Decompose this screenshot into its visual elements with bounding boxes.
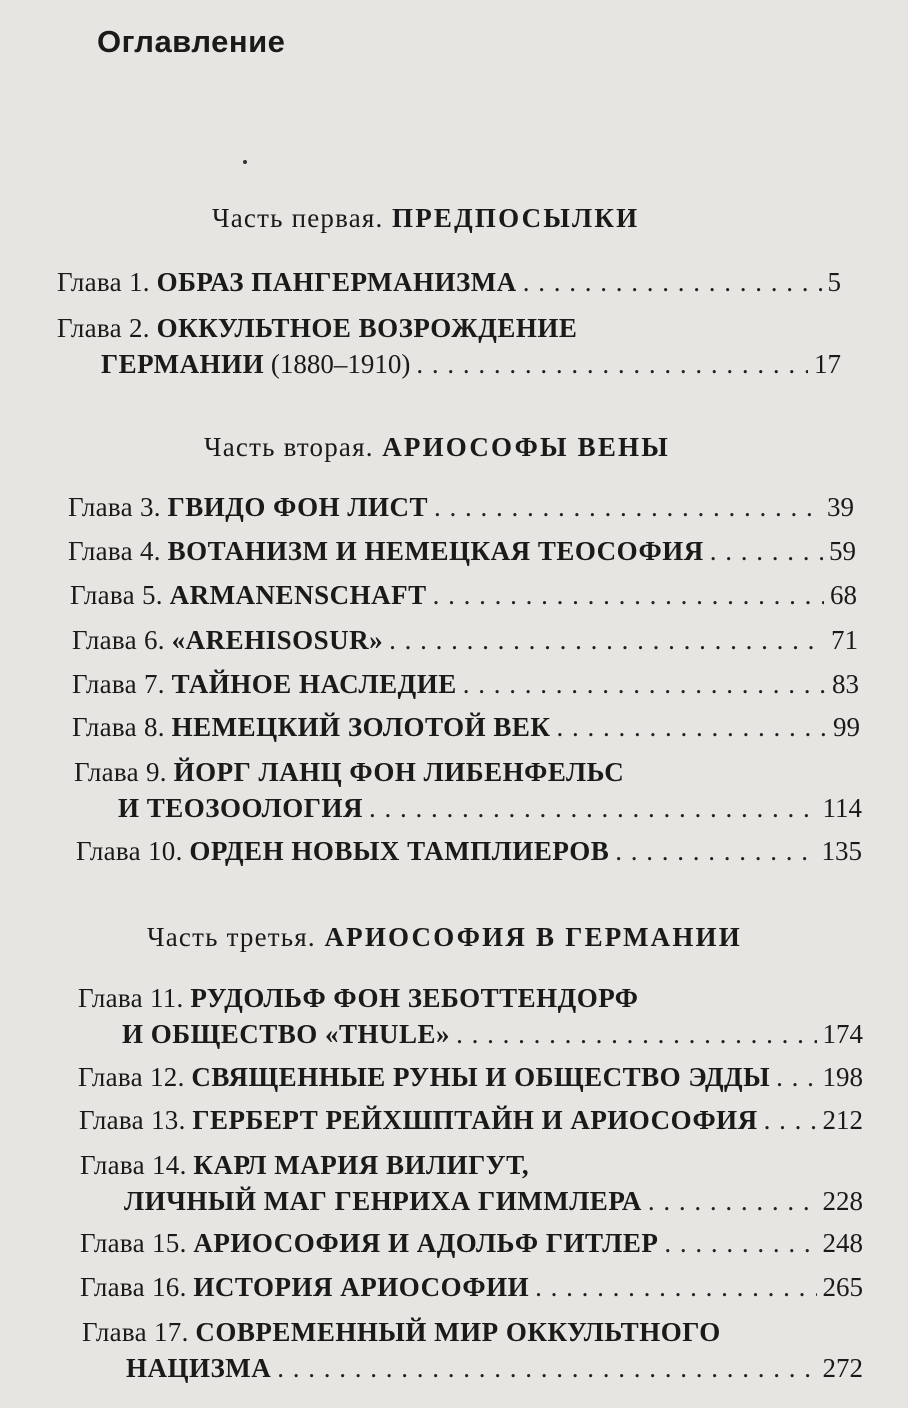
chapter-label: Глава 10. bbox=[76, 836, 183, 866]
chapter-title: «ARЕHISOSUR» bbox=[171, 625, 384, 655]
part-name: АРИОСОФЫ ВЕНЫ bbox=[382, 432, 670, 462]
chapter-label: Глава 6. bbox=[72, 625, 165, 655]
dot-leader bbox=[389, 622, 825, 658]
part-name: ПРЕДПОСЫЛКИ bbox=[392, 203, 640, 233]
part-lead: Часть вторая. bbox=[204, 432, 374, 462]
chapter-title: РУДОЛЬФ ФОН ЗЕБОТТЕНДОРФ bbox=[190, 983, 639, 1013]
dot-leader bbox=[463, 666, 826, 702]
chapter-label: Глава 17. bbox=[82, 1317, 189, 1347]
chapter-title: СВЯЩЕННЫЕ РУНЫ И ОБЩЕСТВО ЭДДЫ bbox=[191, 1062, 771, 1092]
chapter-label: Глава 2. bbox=[57, 313, 150, 343]
chapter-title: ИСТОРИЯ АРИОСОФИИ bbox=[193, 1272, 530, 1302]
chapter-title: ОККУЛЬТНОЕ ВОЗРОЖДЕНИЕ bbox=[156, 313, 578, 343]
chapter-title: ARMANENSCHAFT bbox=[169, 580, 427, 610]
chapter-title: ГВИДО ФОН ЛИСТ bbox=[167, 492, 428, 522]
chapter-title: АРИОСОФИЯ И АДОЛЬФ ГИТЛЕР bbox=[193, 1228, 659, 1258]
page-number: 272 bbox=[822, 1353, 863, 1383]
chapter-title-cont: И ОБЩЕСТВО «THULE» bbox=[122, 1019, 451, 1049]
toc-entry-2[interactable] bbox=[57, 310, 841, 382]
page-number: 83 bbox=[832, 669, 859, 699]
page-number: 68 bbox=[830, 580, 857, 610]
chapter-title: НЕМЕЦКИЙ ЗОЛОТОЙ ВЕК bbox=[171, 712, 551, 742]
print-speck bbox=[243, 160, 247, 164]
chapter-label: Глава 12. bbox=[78, 1062, 185, 1092]
page-number: 135 bbox=[821, 836, 862, 866]
chapter-title: ВОТАНИЗМ И НЕМЕЦКАЯ ТЕОСОФИЯ bbox=[167, 536, 704, 566]
chapter-title-cont: И ТЕОЗООЛОГИЯ bbox=[118, 793, 363, 823]
part-lead: Часть первая. bbox=[212, 203, 384, 233]
dot-leader bbox=[648, 1183, 817, 1219]
toc-entry-8[interactable] bbox=[72, 709, 860, 745]
page-number: 39 bbox=[827, 492, 854, 522]
dot-leader bbox=[433, 577, 824, 613]
page-number: 265 bbox=[822, 1272, 863, 1302]
chapter-title: ТАЙНОЕ НАСЛЕДИЕ bbox=[171, 669, 457, 699]
dot-leader bbox=[277, 1350, 816, 1386]
toc-entry-5[interactable] bbox=[70, 577, 857, 613]
dot-leader bbox=[535, 1269, 816, 1305]
page-number: 114 bbox=[822, 793, 862, 823]
toc-entry-6[interactable] bbox=[72, 622, 858, 658]
chapter-label: Глава 5. bbox=[70, 580, 163, 610]
page-number: 5 bbox=[827, 267, 841, 297]
dot-leader bbox=[523, 264, 822, 300]
part-lead: Часть третья. bbox=[147, 922, 316, 952]
page-number: 248 bbox=[822, 1228, 863, 1258]
chapter-title: ОРДЕН НОВЫХ ТАМПЛИЕРОВ bbox=[189, 836, 610, 866]
page-number: 99 bbox=[833, 712, 860, 742]
dot-leader bbox=[456, 1016, 816, 1052]
chapter-label: Глава 11. bbox=[78, 983, 184, 1013]
dot-leader bbox=[710, 533, 823, 569]
chapter-title: ОБРАЗ ПАНГЕРМАНИЗМА bbox=[156, 267, 517, 297]
chapter-label: Глава 8. bbox=[72, 712, 165, 742]
part-heading-3 bbox=[0, 922, 908, 953]
toc-entry-12[interactable] bbox=[78, 1059, 863, 1095]
page-number: 174 bbox=[822, 1019, 863, 1049]
chapter-label: Глава 9. bbox=[74, 757, 167, 787]
toc-entry-16[interactable] bbox=[80, 1269, 863, 1305]
toc-entry-17[interactable] bbox=[82, 1314, 863, 1386]
chapter-label: Глава 14. bbox=[80, 1150, 187, 1180]
chapter-title: КАРЛ МАРИЯ ВИЛИГУТ, bbox=[193, 1150, 530, 1180]
chapter-title-cont: ГЕРМАНИИ bbox=[101, 349, 265, 379]
page-number: 71 bbox=[831, 625, 858, 655]
chapter-title: СОВРЕМЕННЫЙ МИР ОККУЛЬТНОГО bbox=[195, 1317, 721, 1347]
chapter-title: ГЕРБЕРТ РЕЙХШПТАЙН И АРИОСОФИЯ bbox=[192, 1105, 758, 1135]
page-number: 17 bbox=[814, 349, 841, 379]
toc-entry-15[interactable] bbox=[80, 1225, 863, 1261]
part-name: АРИОСОФИЯ В ГЕРМАНИИ bbox=[324, 922, 742, 952]
chapter-label: Глава 13. bbox=[79, 1105, 186, 1135]
toc-entry-14[interactable] bbox=[80, 1147, 863, 1219]
chapter-label: Глава 15. bbox=[80, 1228, 187, 1258]
dot-leader bbox=[776, 1059, 816, 1095]
toc-entry-7[interactable] bbox=[72, 666, 859, 702]
chapter-years: (1880–1910) bbox=[270, 349, 411, 379]
toc-entry-13[interactable] bbox=[79, 1102, 863, 1138]
toc-entry-11[interactable] bbox=[78, 980, 863, 1052]
toc-entry-1[interactable] bbox=[57, 264, 841, 300]
dot-leader bbox=[369, 790, 817, 826]
page-number: 198 bbox=[822, 1062, 863, 1092]
toc-entry-3[interactable] bbox=[68, 489, 854, 525]
dot-leader bbox=[615, 833, 815, 869]
page-number: 212 bbox=[822, 1105, 863, 1135]
part-heading-2 bbox=[0, 432, 908, 463]
toc-heading: Оглавление bbox=[97, 24, 286, 59]
chapter-label: Глава 16. bbox=[80, 1272, 187, 1302]
dot-leader bbox=[664, 1225, 816, 1261]
chapter-label: Глава 7. bbox=[72, 669, 165, 699]
page-number: 228 bbox=[822, 1186, 863, 1216]
dot-leader bbox=[434, 489, 821, 525]
dot-leader bbox=[764, 1102, 817, 1138]
chapter-label: Глава 3. bbox=[68, 492, 161, 522]
chapter-title: ЙОРГ ЛАНЦ ФОН ЛИБЕНФЕЛЬС bbox=[173, 757, 625, 787]
page-number: 59 bbox=[829, 536, 856, 566]
toc-entry-9[interactable] bbox=[74, 754, 862, 826]
dot-leader bbox=[556, 709, 827, 745]
chapter-label: Глава 4. bbox=[68, 536, 161, 566]
toc-entry-4[interactable] bbox=[68, 533, 856, 569]
chapter-title-cont: НАЦИЗМА bbox=[126, 1353, 272, 1383]
chapter-title-cont: ЛИЧНЫЙ МАГ ГЕНРИХА ГИММЛЕРА bbox=[124, 1186, 642, 1216]
part-heading-1 bbox=[0, 203, 908, 234]
toc-entry-10[interactable] bbox=[76, 833, 862, 869]
dot-leader bbox=[416, 346, 808, 382]
chapter-label: Глава 1. bbox=[57, 267, 150, 297]
